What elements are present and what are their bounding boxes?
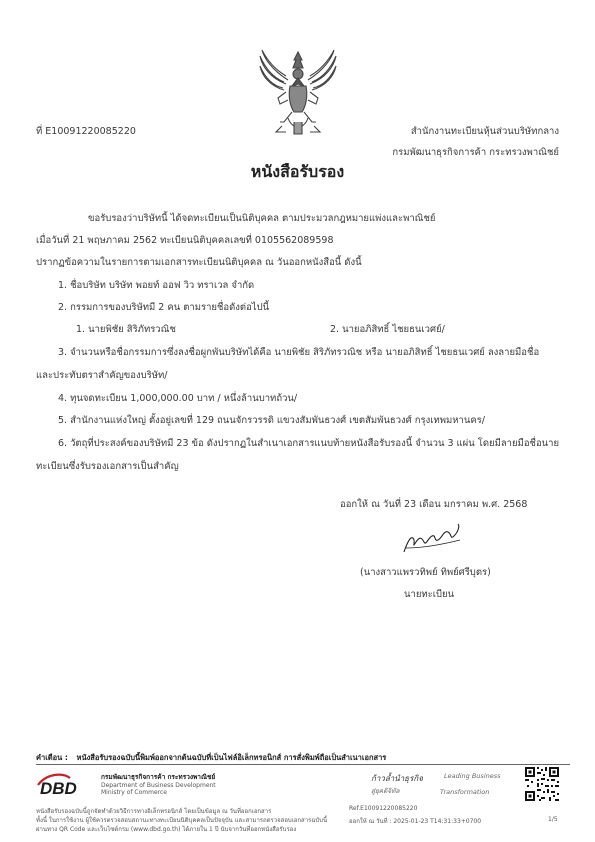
item-directors: 2. กรรมการของบริษัทมี 2 คน ตามรายชื่อดังต่อไปนี้ xyxy=(58,302,270,313)
slogan-thai-1: ก้าวล้ำนำธุรกิจ xyxy=(371,774,423,783)
fine-print-1: หนังสือรับรองฉบับนี้ถูกจัดทำด้วยวิธีการทางอิเล็กทรอนิกส์ โดยเป็นข้อมูล ณ วันที่ออกเอกสาร xyxy=(36,808,272,815)
item-objectives-cont: ทะเบียนซึ่งรับรองเอกสารเป็นสำคัญ xyxy=(36,461,179,472)
intro-line-3: ปรากฏข้อความในรายการตามเอกสารทะเบียนนิติบุคคล ณ วันออกหนังสือนี้ ดังนี้ xyxy=(36,257,362,268)
signatory-name: (นางสาวแพรวทิพย์ ทิพย์ศรีบุตร) xyxy=(360,567,491,578)
footer-divider xyxy=(36,764,570,765)
issue-date: ออกให้ ณ วันที่ 23 เดือน มกราคม พ.ศ. 2568 xyxy=(340,499,528,510)
slogan-thai-2: สู่ยุคดิจิทัล xyxy=(371,787,400,795)
slogan-en-1: Leading Business xyxy=(444,772,501,780)
item-signing-authority: 3. จำนวนหรือชื่อกรรมการซึ่งลงชื่อผูกพันบริษัทได้คือ นายพิชัย สิริภัทรวณิช หรือ นายอภิสิทธิ์ ไชยธนเวศย์ ลงลายมือชื่อ xyxy=(58,347,540,358)
slogan-en-2: Transformation xyxy=(440,788,490,796)
director-2: 2. นายอภิสิทธิ์ ไชยธนเวศย์/ xyxy=(330,324,445,335)
item-capital: 4. ทุนจดทะเบียน 1,000,000.00 บาท / หนึ่งล้านบาทถ้วน/ xyxy=(58,393,298,404)
footer-warning xyxy=(36,752,386,764)
registrar-signature-icon xyxy=(400,518,464,558)
issued-timestamp: ออกให้ ณ วันที่ : 2025-01-23 T14:31:33+0700 xyxy=(349,818,482,825)
issuer-department: กรมพัฒนาธุรกิจการค้า กระทรวงพาณิชย์ xyxy=(392,147,559,158)
signatory-position: นายทะเบียน xyxy=(404,589,455,600)
intro-line-2: เมื่อวันที่ 21 พฤษภาคม 2562 ทะเบียนนิติบุคคลเลขที่ 0105562089598 xyxy=(36,235,334,246)
intro-line-1: ขอรับรองว่าบริษัทนี้ ได้จดทะเบียนเป็นนิติบุคคล ตามประมวลกฎหมายแพ่งและพาณิชย์ xyxy=(88,213,436,224)
item-office-address: 5. สำนักงานแห่งใหญ่ ตั้งอยู่เลขที่ 129 ถนนจักรวรรดิ แขวงสัมพันธวงศ์ เขตสัมพันธวงศ์ กรุงเทพมหานคร/ xyxy=(58,415,485,426)
garuda-emblem-icon xyxy=(258,48,338,140)
dbd-logo xyxy=(36,772,98,798)
dbd-dept-en-2: Ministry of Commerce xyxy=(101,789,167,796)
item-company-name: 1. ชื่อบริษัท บริษัท พอยท์ ออฟ วิว ทราเวล จำกัด xyxy=(58,280,255,291)
dbd-dept-thai: กรมพัฒนาธุรกิจการค้า กระทรวงพาณิชย์ xyxy=(101,773,216,781)
page-number: 1/5 xyxy=(548,816,558,823)
fine-print-3: ผ่านทาง QR Code และเว็บไซต์กรม (www.dbd.go.th) ได้ภายใน 1 ปี นับจากวันที่ออกหนังสือรับรอง xyxy=(36,826,297,833)
warning-text: หนังสือรับรองฉบับนี้พิมพ์ออกจากต้นฉบับที่เป็นไฟล์อิเล็กทรอนิกส์ การสั่งพิมพ์ถือเป็นสำเนาเอกสาร xyxy=(76,753,387,762)
director-1: 1. นายพิชัย สิริภัทรวณิช xyxy=(76,324,176,335)
item-objectives: 6. วัตถุที่ประสงค์ของบริษัทมี 23 ข้อ ดังปรากฏในสำเนาเอกสารแนบท้ายหนังสือรับรองนี้ จำนวน 3 แผ่น โดยมีลายมือชื่อนาย xyxy=(58,438,560,449)
document-number: ที่ E10091220085220 xyxy=(36,126,136,137)
qr-code-icon[interactable] xyxy=(524,766,560,802)
fine-print-2: ทั้งนี้ ในการใช้งาน ผู้ใช้ควรตรวจสอบสถานะทางทะเบียนนิติบุคคลเป็นปัจจุบัน และสามารถตรวจสอบเอกสารฉบับนี้ xyxy=(36,817,328,824)
warning-label: คำเตือน : xyxy=(36,753,68,762)
reference-number: Ref.E10091220085220 xyxy=(349,805,418,812)
issuer-office: สำนักงานทะเบียนหุ้นส่วนบริษัทกลาง xyxy=(410,126,559,137)
dbd-dept-en-1: Department of Business Development xyxy=(101,782,216,789)
dbd-logo-text: DBD xyxy=(40,779,77,798)
page-title: หนังสือรับรอง xyxy=(250,162,345,181)
item-signing-authority-cont: และประทับตราสำคัญของบริษัท/ xyxy=(36,370,168,381)
